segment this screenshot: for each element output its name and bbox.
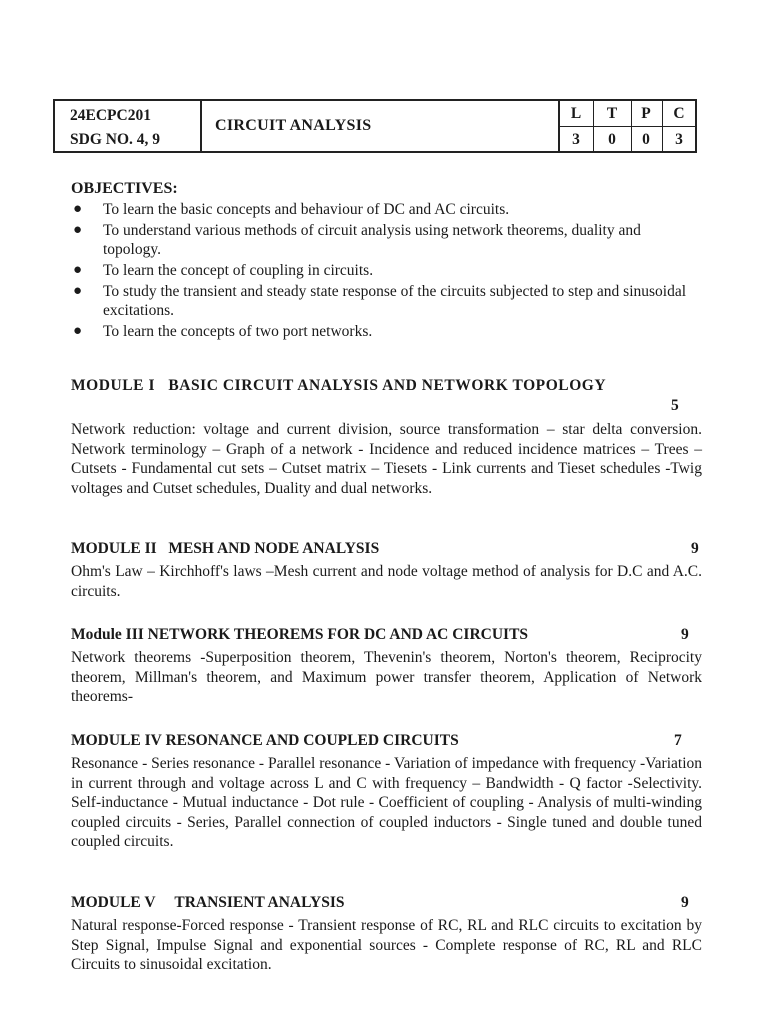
module-title: MODULE I BASIC CIRCUIT ANALYSIS AND NETWORK TOPOLOGY 5 xyxy=(71,377,679,414)
module-hours: 9 xyxy=(691,540,699,557)
bullet-icon: ● xyxy=(73,222,83,238)
course-title: CIRCUIT ANALYSIS xyxy=(215,117,372,134)
module-1 xyxy=(71,376,702,498)
ltpc-header-t: T xyxy=(606,105,618,122)
module-content: Natural response-Forced response - Transient response of RC, RL and RLC circuits to excitation by Step Signal, Impulse Signal and exponential sources - Complete response of RC, RL and RLC Circuits to sinusoidal excitation. xyxy=(71,917,702,974)
sdg-number: SDG NO. 4, 9 xyxy=(70,131,160,148)
list-item: ● To learn the concepts of two port networks. xyxy=(73,323,373,340)
ltpc-header-p: P xyxy=(641,105,651,122)
objectives-list xyxy=(71,200,701,343)
ltpc-value-p: 0 xyxy=(642,131,650,148)
bullet-icon: ● xyxy=(73,283,83,299)
module-title: MODULE II MESH AND NODE ANALYSIS 9 xyxy=(71,540,699,557)
module-hours: 9 xyxy=(681,626,689,643)
ltpc-value-c: 3 xyxy=(675,131,683,148)
ltpc-header-c: C xyxy=(673,105,685,122)
ltpc-header-l: L xyxy=(570,105,582,122)
list-item: ● To learn the basic concepts and behaviour of DC and AC circuits. xyxy=(73,201,510,218)
module-hours: 7 xyxy=(674,732,682,749)
module-hours: 9 xyxy=(681,894,689,911)
ltpc-value-l: 3 xyxy=(572,131,580,148)
module-title: MODULE IV RESONANCE AND COUPLED CIRCUITS 7 xyxy=(71,732,682,749)
course-header-table xyxy=(53,99,697,153)
module-content: Ohm's Law – Kirchhoff's laws –Mesh current and node voltage method of analysis for D.C and A.C. circuits. xyxy=(71,563,702,600)
objectives-heading: OBJECTIVES: xyxy=(71,180,178,197)
module-2 xyxy=(71,539,702,601)
bullet-icon: ● xyxy=(73,262,83,278)
module-hours: 5 xyxy=(671,397,679,414)
module-title: Module III NETWORK THEOREMS FOR DC AND AC CIRCUITS 9 xyxy=(71,626,689,643)
module-3 xyxy=(71,625,702,707)
module-content: Network theorems -Superposition theorem, Thevenin's theorem, Norton's theorem, Reciprocity theorem, Millman's theorem, and Maximum power transfer theorem, Application of Network theorems- xyxy=(71,649,702,706)
module-5 xyxy=(71,893,702,975)
module-content: Network reduction: voltage and current division, source transformation – star delta conversion. Network terminology – Graph of a network - Incidence and reduced incidence matrices – Trees –Cutsets - Fundamental cut sets – Cutset matrix – Tiesets - Link currents and Tieset schedules -Twig voltages and Cutset schedules, Duality and dual networks. xyxy=(71,421,702,497)
course-code: 24ECPC201 xyxy=(70,107,151,124)
module-content: Resonance - Series resonance - Parallel resonance - Variation of impedance with frequency -Variation in current through and voltage across L and C with frequency – Bandwidth - Q factor -Selectivity. Self-inductance - Mutual inductance - Dot rule - Coefficient of coupling - Analysis of multi-winding coupled circuits - Series, Parallel connection of coupled inductors - Single tuned and double tuned coupled circuits. xyxy=(71,755,702,851)
module-4 xyxy=(71,731,702,852)
module-title: MODULE V TRANSIENT ANALYSIS 9 xyxy=(71,894,689,911)
bullet-icon: ● xyxy=(73,323,83,339)
list-item: ● To learn the concept of coupling in circuits. xyxy=(73,262,374,279)
ltpc-value-t: 0 xyxy=(608,131,616,148)
list-item: ● To understand various methods of circuit analysis using network theorems, duality and topology. xyxy=(73,222,641,258)
bullet-icon: ● xyxy=(73,201,83,217)
list-item: ● To study the transient and steady state response of the circuits subjected to step and sinusoidal excitations. xyxy=(73,283,687,319)
